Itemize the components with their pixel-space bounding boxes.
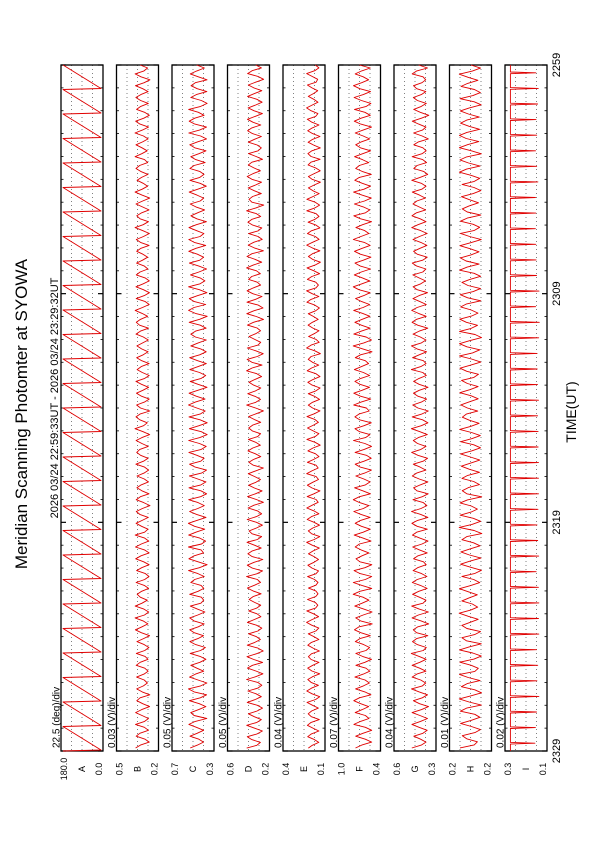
y-tick-max: 0.7 <box>170 762 180 776</box>
panel-I <box>496 65 549 775</box>
channel-label: H <box>465 765 476 773</box>
scale-label: 0.02 (V)/div <box>495 696 507 748</box>
panel-frame <box>117 65 159 751</box>
y-tick-min: 0.3 <box>205 762 215 776</box>
y-tick-max: 0.6 <box>392 762 402 776</box>
panel-frame <box>228 65 270 751</box>
channel-label: E <box>299 765 309 773</box>
x-axis-title: TIME(UT) <box>563 381 579 443</box>
y-tick-max: 0.5 <box>114 762 125 776</box>
series-line-D <box>247 65 264 748</box>
panel-B <box>107 65 160 775</box>
y-tick-min: 0.0 <box>94 762 104 776</box>
series-line-G <box>411 65 429 748</box>
panel-C <box>163 65 216 775</box>
y-tick-min: 0.2 <box>482 762 493 776</box>
channel-label: D <box>243 765 254 773</box>
chart-title-group <box>12 258 31 569</box>
scale-label: 0.04 (V)/div <box>384 696 396 748</box>
scale-label: 0.05 (V)/div <box>162 696 174 748</box>
panel-D <box>218 65 271 775</box>
x-tick-label: 2319 <box>551 510 563 535</box>
channel-label: I <box>521 767 531 771</box>
panel-H <box>440 65 493 775</box>
channel-label: F <box>354 766 365 772</box>
panel-E <box>274 65 327 775</box>
panel-frame <box>339 65 381 751</box>
y-tick-max: 0.2 <box>447 762 458 776</box>
scale-label: 0.05 (V)/div <box>218 696 229 748</box>
y-tick-max: 180.0 <box>59 757 69 781</box>
channel-label: C <box>188 765 198 773</box>
x-tick-label: 2259 <box>551 52 563 78</box>
series-line-I <box>510 65 539 751</box>
panel-F <box>329 65 382 775</box>
panel-frame <box>283 65 325 751</box>
series-line-C <box>188 65 207 748</box>
time-range-group <box>49 277 61 518</box>
scale-label: 0.07 (V)/div <box>329 696 340 748</box>
y-tick-min: 0.4 <box>371 762 382 776</box>
series-line-F <box>353 65 372 748</box>
scale-label: 22.5 (deg)/div <box>51 686 63 748</box>
channel-label: B <box>132 765 143 773</box>
y-tick-max: 0.6 <box>225 762 236 776</box>
x-tick-labels <box>551 53 563 763</box>
panel-frame <box>505 65 547 751</box>
y-tick-min: 0.1 <box>538 762 548 776</box>
y-tick-max: 0.3 <box>503 762 513 776</box>
scale-label: 0.03 (V)/div <box>107 696 118 748</box>
y-tick-min: 0.2 <box>260 762 271 776</box>
series-line-E <box>307 65 321 748</box>
y-tick-min: 0.2 <box>149 762 160 776</box>
series-line-A <box>63 65 101 751</box>
scale-label: 0.01 (V)/div <box>440 696 451 748</box>
x-tick-label: 2309 <box>551 281 563 306</box>
y-tick-min: 0.1 <box>316 762 326 776</box>
y-tick-min: 0.3 <box>427 762 437 776</box>
channel-label: A <box>77 765 87 773</box>
panel-frame <box>172 65 214 751</box>
channel-label: G <box>410 765 420 773</box>
panels-group <box>52 65 549 780</box>
y-tick-max: 1.0 <box>336 762 347 776</box>
y-tick-max: 0.4 <box>281 762 291 776</box>
panel-G <box>385 65 438 775</box>
x-tick-label: 2329 <box>551 738 563 764</box>
x-axis-title-group <box>563 381 579 442</box>
chart-title: Meridian Scanning Photomter at SYOWA <box>12 258 31 570</box>
time-range-label: 2026 03/24 22:59:33UT - 2026 03/24 23:29:32UT <box>49 277 61 519</box>
scale-label: 0.04 (V)/div <box>273 696 285 748</box>
